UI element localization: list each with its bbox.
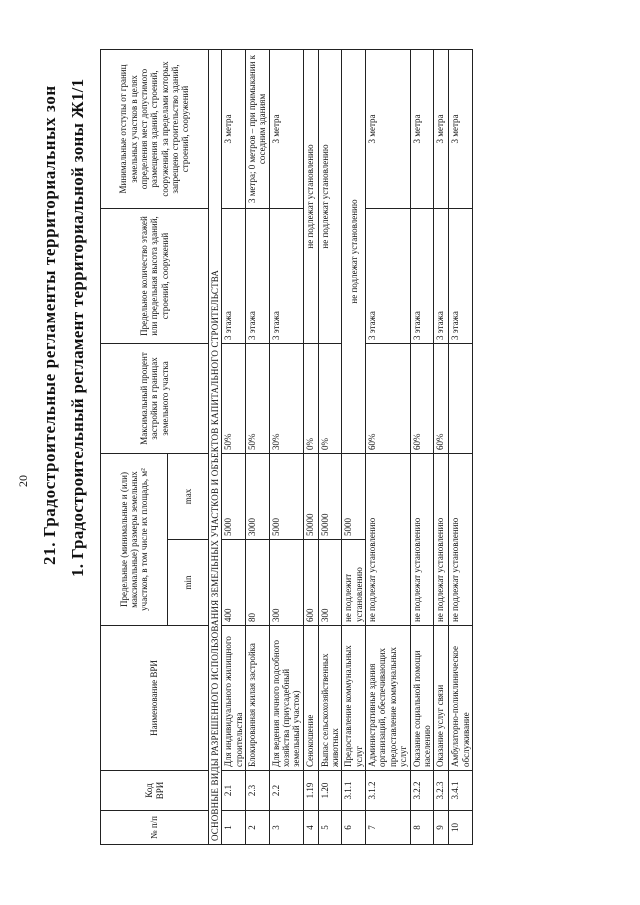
cell-code: 1.19	[303, 771, 318, 811]
cell-num: 5	[318, 811, 342, 845]
cell-coverage: 30%	[269, 344, 303, 454]
regulation-table	[100, 49, 473, 845]
cell-min: не подлежат установлению	[366, 454, 410, 626]
table-row	[246, 50, 270, 845]
cell-max: 5000	[222, 454, 246, 540]
header-setback: Минимальные отступы от границ земельных участков в целях определения мест допустимого размещения зданий, строений, сооружений, за пределами которых запрещено строительство зданий, строений, сооружений	[101, 50, 209, 209]
cell-min: 300	[318, 540, 342, 626]
cell-num: 6	[342, 811, 366, 845]
cell-floors: не подлежат установлению	[303, 50, 318, 344]
cell-coverage: 60%	[366, 344, 410, 454]
cell-num: 9	[434, 811, 449, 845]
page-heading: 21. Градостроительные регламенты территориальных зон	[40, 85, 59, 565]
regulation-table-wrapper	[100, 50, 473, 845]
page-subheading: 1. Градостроительный регламент территориальной зоны Ж1/1	[68, 78, 87, 577]
cell-code: 3.2.3	[434, 771, 449, 811]
cell-floors: 3 этажа	[246, 209, 270, 344]
cell-code: 3.1.2	[366, 771, 410, 811]
cell-name: Сенокошение	[303, 626, 318, 771]
table-row	[222, 50, 246, 845]
cell-code: 3.2.2	[410, 771, 434, 811]
cell-setback: 3 метра	[366, 50, 410, 209]
cell-setback: 3 метра; 0 метров – при примыкании к соседним зданиям	[246, 50, 270, 209]
cell-floors: 3 этажа	[366, 209, 410, 344]
cell-code: 2.2	[269, 771, 303, 811]
cell-code: 2.3	[246, 771, 270, 811]
table-row	[449, 50, 473, 845]
cell-min: не подлежит установлению	[342, 540, 366, 626]
table-row	[366, 50, 410, 845]
cell-min: 80	[246, 540, 270, 626]
cell-min: не подлежат установлению	[410, 454, 434, 626]
cell-name: Административные здания организаций, обеспечивающих предоставление коммунальных услуг	[366, 626, 410, 771]
cell-num: 7	[366, 811, 410, 845]
cell-floors: 3 этажа	[222, 209, 246, 344]
table-row	[410, 50, 434, 845]
table-row	[269, 50, 303, 845]
cell-setback: 3 метра	[222, 50, 246, 209]
cell-num: 3	[269, 811, 303, 845]
table-row	[318, 50, 342, 845]
table-row	[303, 50, 318, 845]
cell-name: Предоставление коммунальных услуг	[342, 626, 366, 771]
header-coverage: Максимальный процент застройки в границах земельного участка	[101, 344, 209, 454]
cell-name: Для ведения личного подсобного хозяйства (приусадебный земельный участок)	[269, 626, 303, 771]
page-number: 20	[16, 475, 30, 487]
cell-code: 1.20	[318, 771, 342, 811]
section-title: ОСНОВНЫЕ ВИДЫ РАЗРЕШЕННОГО ИСПОЛЬЗОВАНИЯ ЗЕМЕЛЬНЫХ УЧАСТКОВ И ОБЪЕКТОВ КАПИТАЛЬНОГО СТРОИТЕЛЬСТВА	[209, 50, 222, 845]
cell-num: 8	[410, 811, 434, 845]
cell-setback: 3 метра	[434, 50, 449, 209]
cell-coverage: 60%	[434, 344, 449, 454]
cell-num: 4	[303, 811, 318, 845]
header-num: № п/п	[101, 811, 209, 845]
cell-min: не подлежат установлению	[449, 454, 473, 626]
cell-setback: 3 метра	[449, 50, 473, 209]
cell-max: 5000	[269, 454, 303, 540]
header-code: Код ВРИ	[101, 771, 209, 811]
cell-coverage: 50%	[222, 344, 246, 454]
cell-setback: 3 метра	[269, 50, 303, 209]
cell-coverage: 0%	[318, 344, 342, 454]
cell-name: Оказание услуг связи	[434, 626, 449, 771]
cell-floors: 3 этажа	[434, 209, 449, 344]
cell-num: 1	[222, 811, 246, 845]
cell-name: Оказание социальной помощи населению	[410, 626, 434, 771]
cell-floors: 3 этажа	[269, 209, 303, 344]
cell-floors: не подлежат установлению	[318, 50, 342, 344]
header-floors: Предельное количество этажей или предельная высота зданий, строений, сооружений	[101, 209, 209, 344]
cell-coverage	[449, 344, 473, 454]
cell-floors: 3 этажа	[449, 209, 473, 344]
header-size-group: Предельные (минимальные и (или) максимальные) размеры земельных участков, в том числе их площадь, м²	[101, 454, 168, 626]
cell-name: Блокированная жилая застройка	[246, 626, 270, 771]
cell-name: Для индивидуального жилищного строительства	[222, 626, 246, 771]
cell-name: Амбулаторно-поликлиническое обслуживание	[449, 626, 473, 771]
header-min: min	[168, 540, 209, 626]
cell-min: 300	[269, 540, 303, 626]
cell-max: 3000	[246, 454, 270, 540]
cell-num: 10	[449, 811, 473, 845]
cell-setback: 3 метра	[410, 50, 434, 209]
cell-code: 3.4.1	[449, 771, 473, 811]
cell-name: Выпас сельскохозяйственных животных	[318, 626, 342, 771]
cell-max: 50000	[318, 454, 342, 540]
cell-max: 50000	[303, 454, 318, 540]
cell-min: 600	[303, 540, 318, 626]
cell-min: не подлежат установлению	[434, 454, 449, 626]
header-name: Наименование ВРИ	[101, 626, 209, 771]
cell-floors: не подлежат установлению	[342, 50, 366, 454]
cell-min: 400	[222, 540, 246, 626]
table-row	[434, 50, 449, 845]
cell-coverage: 60%	[410, 344, 434, 454]
cell-code: 2.1	[222, 771, 246, 811]
cell-num: 2	[246, 811, 270, 845]
cell-floors: 3 этажа	[410, 209, 434, 344]
cell-coverage: 50%	[246, 344, 270, 454]
cell-code: 3.1.1	[342, 771, 366, 811]
cell-coverage: 0%	[303, 344, 318, 454]
cell-max: 5000	[342, 454, 366, 540]
table-row	[342, 50, 366, 845]
header-max: max	[168, 454, 209, 540]
